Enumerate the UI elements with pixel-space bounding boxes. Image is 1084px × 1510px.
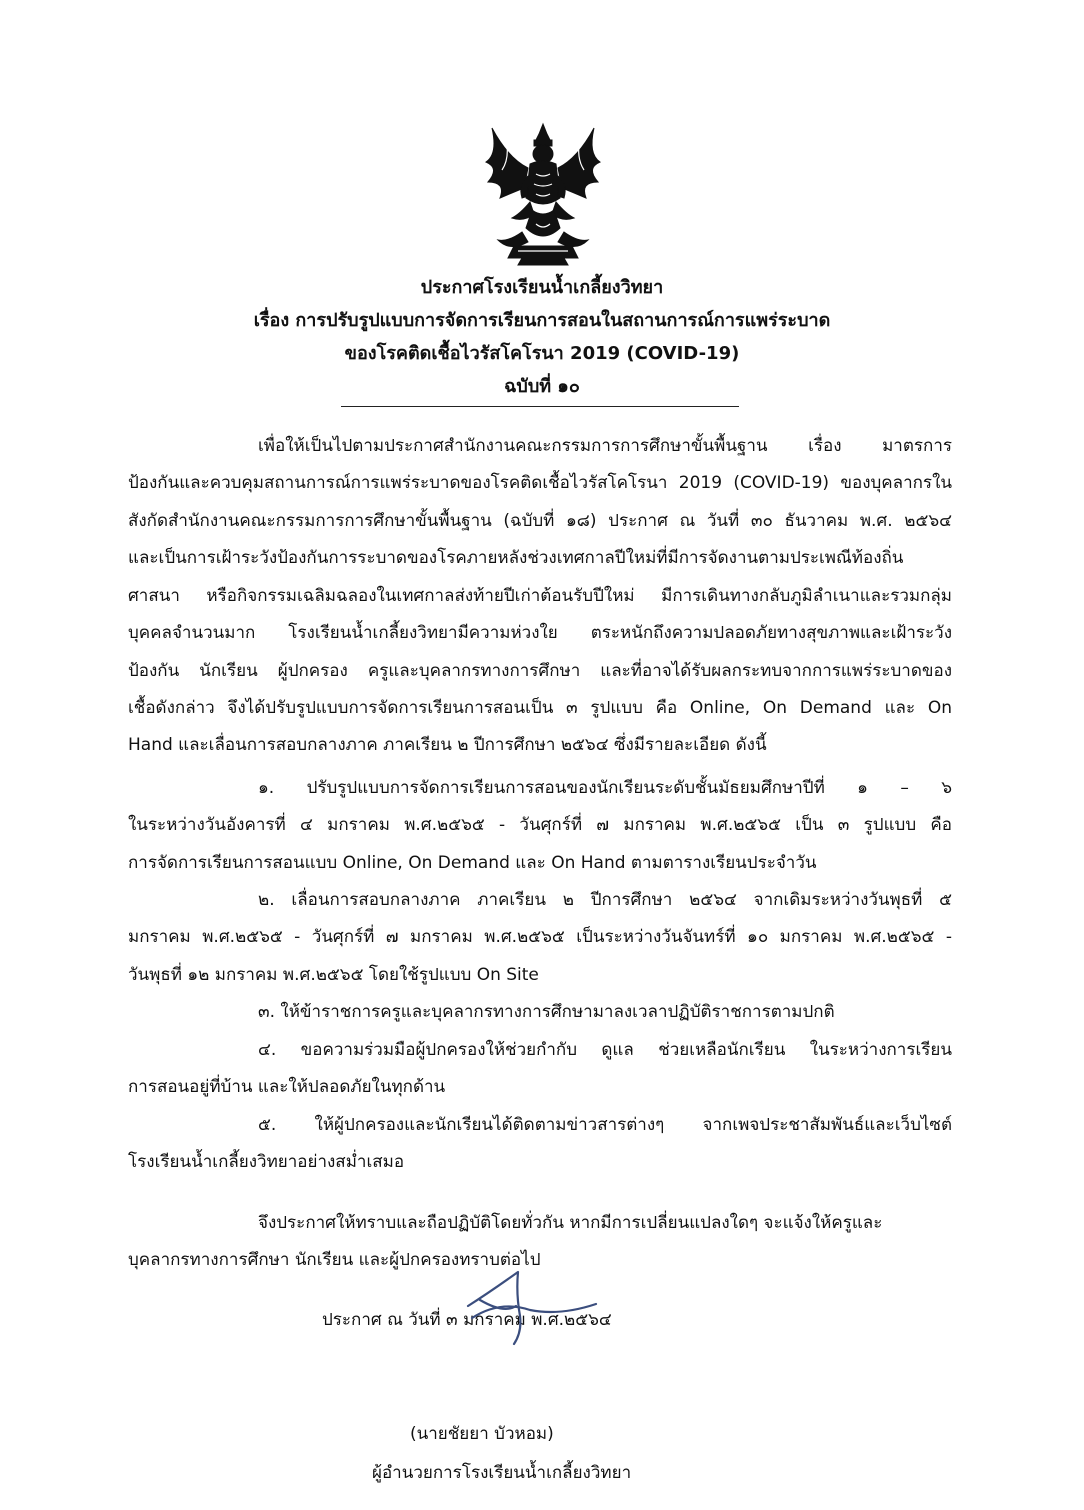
intro-line: สังกัดสำนักงานคณะกรรมการการศึกษาขั้นพื้นฐาน (ฉบับที่ ๑๘) ประกาศ ณ วันที่ ๓๐ ธันวาคม พ.ศ. ๒๕๖๔ — [128, 511, 952, 531]
item-5-line: ๕. ให้ผู้ปกครองและนักเรียนได้ติดตามข่าวสารต่างๆ จากเพจประชาสัมพันธ์และเว็บไซต์ — [258, 1115, 952, 1135]
signer-name: (นายชัยยา บัวหอม) — [410, 1424, 554, 1444]
intro-line: Hand และเลื่อนการสอบกลางภาค ภาคเรียน ๒ ปีการศึกษา ๒๕๖๔ ซึ่งมีรายละเอียด ดังนี้ — [128, 735, 767, 755]
item-4-line: ๔. ขอความร่วมมือผู้ปกครองให้ช่วยกำกับ ดูแล ช่วยเหลือนักเรียน ในระหว่างการเรียน — [258, 1040, 952, 1060]
intro-line: ศาสนา หรือกิจกรรมเฉลิมฉลองในเทศกาลส่งท้ายปีเก่าต้อนรับปีใหม่ มีการเดินทางกลับภูมิลำเนาและรวมกลุ่ม — [128, 586, 952, 606]
announcement-date: ประกาศ ณ วันที่ ๓ มกราคม พ.ศ.๒๕๖๔ — [322, 1310, 612, 1330]
signer-position: ผู้อำนวยการโรงเรียนน้ำเกลี้ยงวิทยา — [372, 1463, 632, 1483]
item-2-line: วันพุธที่ ๑๒ มกราคม พ.ศ.๒๕๖๕ โดยใช้รูปแบบ On Site — [128, 965, 539, 985]
announcement-number: ฉบับที่ ๑๐ — [504, 376, 580, 397]
item-5-line: โรงเรียนน้ำเกลี้ยงวิทยาอย่างสม่ำเสมอ — [128, 1152, 405, 1172]
garuda-emblem-icon — [478, 118, 608, 268]
intro-line: บุคคลจำนวนมาก โรงเรียนน้ำเกลี้ยงวิทยามีความห่วงใย ตระหนักถึงความปลอดภัยทางสุขภาพและเฝ้าระวัง — [128, 623, 952, 643]
intro-line: ป้องกันและควบคุมสถานการณ์การแพร่ระบาดของโรคติดเชื้อไวรัสโคโรนา 2019 (COVID-19) ของบุคลากรใน — [128, 473, 952, 493]
closing-line: บุคลากรทางการศึกษา นักเรียน และผู้ปกครองทราบต่อไป — [128, 1250, 541, 1270]
item-2-line: ๒. เลื่อนการสอบกลางภาค ภาคเรียน ๒ ปีการศึกษา ๒๕๖๔ จากเดิมระหว่างวันพุธที่ ๕ — [258, 890, 952, 910]
item-1-line: การจัดการเรียนการสอนแบบ Online, On Demand และ On Hand ตามตารางเรียนประจำวัน — [128, 853, 817, 873]
title-divider — [341, 406, 739, 407]
intro-line: เพื่อให้เป็นไปตามประกาศสำนักงานคณะกรรมการการศึกษาขั้นพื้นฐาน เรื่อง มาตรการ — [258, 436, 952, 456]
closing-line: จึงประกาศให้ทราบและถือปฏิบัติโดยทั่วกัน หากมีการเปลี่ยนแปลงใดๆ จะแจ้งให้ครูและ — [258, 1213, 883, 1233]
item-3-line: ๓. ให้ข้าราชการครูและบุคลากรทางการศึกษามาลงเวลาปฏิบัติราชการตามปกติ — [258, 1002, 835, 1022]
intro-line: ป้องกัน นักเรียน ผู้ปกครอง ครูและบุคลากรทางการศึกษา และที่อาจได้รับผลกระทบจากการแพร่ระบาดของ — [128, 661, 952, 681]
announcement-subject-cont: ของโรคติดเชื้อไวรัสโคโรนา 2019 (COVID-19) — [344, 343, 740, 364]
item-1-line: ในระหว่างวันอังคารที่ ๔ มกราคม พ.ศ.๒๕๖๕ - วันศุกร์ที่ ๗ มกราคม พ.ศ.๒๕๖๕ เป็น ๓ รูปแบบ คือ — [128, 815, 952, 835]
signature-icon — [460, 1266, 600, 1350]
intro-line: เชื้อดังกล่าว จึงได้ปรับรูปแบบการจัดการเรียนการสอนเป็น ๓ รูปแบบ คือ Online, On Demand และ On — [128, 698, 952, 718]
intro-line: และเป็นการเฝ้าระวังป้องกันการระบาดของโรคภายหลังช่วงเทศกาลปีใหม่ที่มีการจัดงานตามประเพณีท้องถิ่น — [128, 548, 904, 568]
item-4-line: การสอนอยู่ที่บ้าน และให้ปลอดภัยในทุกด้าน — [128, 1077, 446, 1097]
item-2-line: มกราคม พ.ศ.๒๕๖๕ - วันศุกร์ที่ ๗ มกราคม พ.ศ.๒๕๖๕ เป็นระหว่างวันจันทร์ที่ ๑๐ มกราคม พ.ศ.๒๕๖๕ - — [128, 927, 952, 947]
item-1-line: ๑. ปรับรูปแบบการจัดการเรียนการสอนของนักเรียนระดับชั้นมัธยมศึกษาปีที่ ๑ – ๖ — [258, 778, 952, 798]
announcement-subject: เรื่อง การปรับรูปแบบการจัดการเรียนการสอนในสถานการณ์การแพร่ระบาด — [253, 310, 831, 331]
announcement-title: ประกาศโรงเรียนน้ำเกลี้ยงวิทยา — [420, 277, 664, 298]
